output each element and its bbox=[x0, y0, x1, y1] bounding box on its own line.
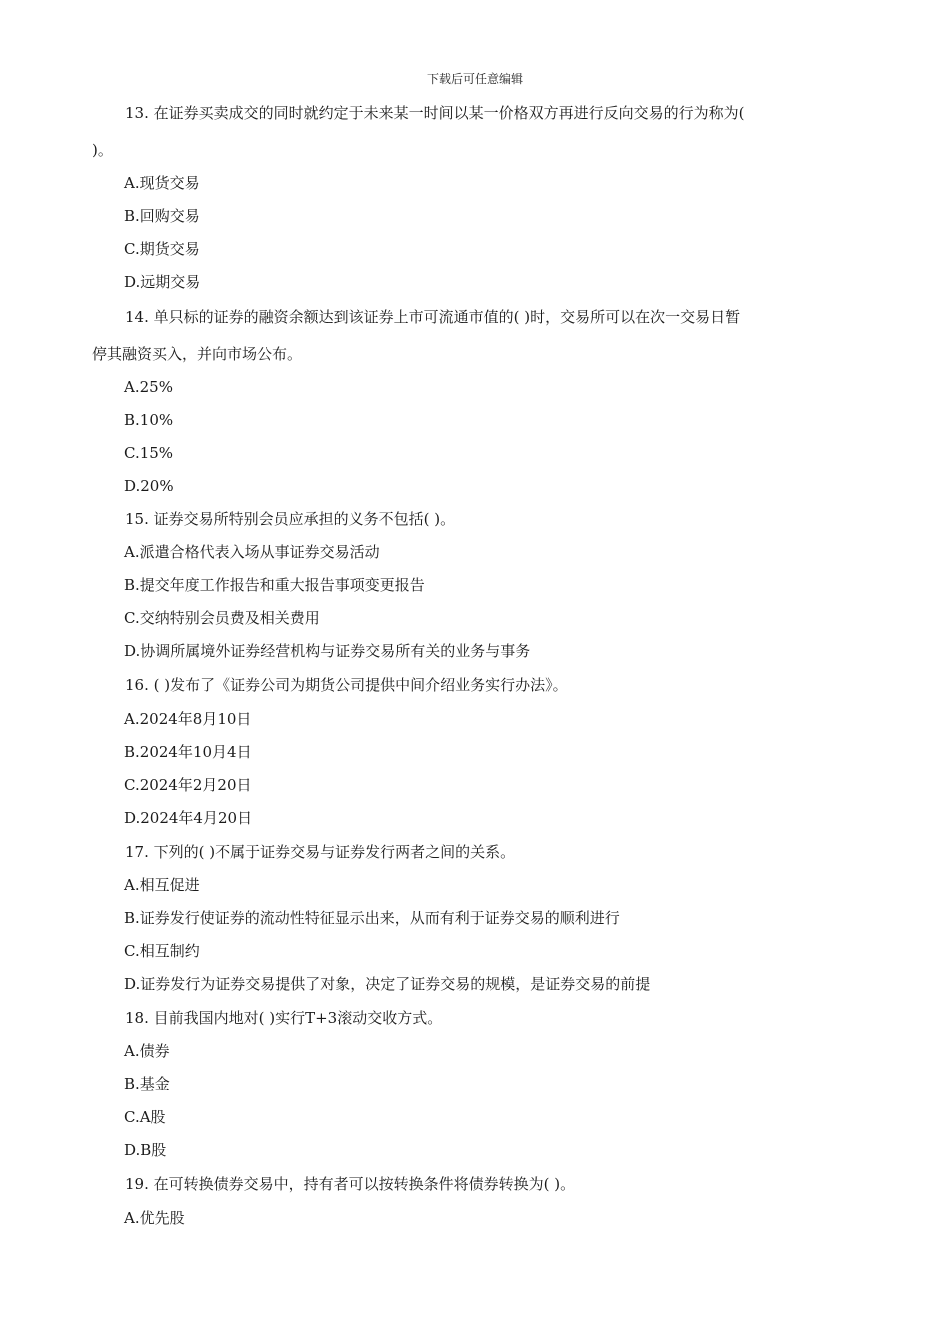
question-17-option-d: D.证券发行为证券交易提供了对象，决定了证券交易的规模，是证券交易的前提 bbox=[124, 975, 651, 993]
question-14-option-d: D.20% bbox=[124, 477, 174, 495]
question-16-option-b: B.2024年10月4日 bbox=[124, 743, 252, 761]
question-17-option-a: A.相互促进 bbox=[124, 876, 200, 894]
question-13-stem-continued: )。 bbox=[92, 141, 113, 159]
question-13-option-d: D.远期交易 bbox=[124, 273, 201, 291]
question-15-option-d: D.协调所属境外证券经营机构与证券交易所有关的业务与事务 bbox=[124, 642, 531, 660]
question-15-option-b: B.提交年度工作报告和重大报告事项变更报告 bbox=[124, 576, 425, 594]
question-17-option-b: B.证券发行使证券的流动性特征显示出来，从而有利于证券交易的顺利进行 bbox=[124, 909, 620, 927]
question-18-stem: 18. 目前我国内地对( )实行T+3滚动交收方式。 bbox=[125, 1009, 443, 1027]
question-14-option-b: B.10% bbox=[124, 411, 174, 429]
question-14-option-a: A.25% bbox=[124, 378, 173, 396]
question-16-option-a: A.2024年8月10日 bbox=[124, 710, 252, 728]
question-18-option-b: B.基金 bbox=[124, 1075, 170, 1093]
page-header: 下载后可任意编辑 bbox=[426, 72, 523, 86]
question-13-option-b: B.回购交易 bbox=[124, 207, 200, 225]
question-15-option-a: A.派遣合格代表入场从事证券交易活动 bbox=[124, 543, 380, 561]
question-16-stem: 16. ( )发布了《证券公司为期货公司提供中间介绍业务实行办法》。 bbox=[125, 676, 568, 694]
question-15-option-c: C.交纳特别会员费及相关费用 bbox=[124, 609, 320, 627]
question-15-stem: 15. 证券交易所特别会员应承担的义务不包括( )。 bbox=[125, 510, 456, 528]
question-19-option-a: A.优先股 bbox=[124, 1209, 185, 1227]
question-18-option-a: A.债券 bbox=[124, 1042, 170, 1060]
question-14-stem-continued: 停其融资买入，并向市场公布。 bbox=[92, 345, 303, 363]
question-13-stem: 13. 在证券买卖成交的同时就约定于未来某一时间以某一价格双方再进行反向交易的行为称为( bbox=[125, 104, 745, 122]
question-13-option-a: A.现货交易 bbox=[124, 174, 200, 192]
question-18-option-d: D.B股 bbox=[124, 1141, 167, 1159]
question-17-option-c: C.相互制约 bbox=[124, 942, 200, 960]
question-16-option-c: C.2024年2月20日 bbox=[124, 776, 252, 794]
question-14-stem: 14. 单只标的证券的融资余额达到该证券上市可流通市值的( )时，交易所可以在次一交易日暂 bbox=[125, 308, 741, 326]
question-16-option-d: D.2024年4月20日 bbox=[124, 809, 253, 827]
question-18-option-c: C.A股 bbox=[124, 1108, 166, 1126]
question-14-option-c: C.15% bbox=[124, 444, 174, 462]
question-19-stem: 19. 在可转换债券交易中，持有者可以按转换条件将债券转换为( )。 bbox=[125, 1175, 576, 1193]
question-13-option-c: C.期货交易 bbox=[124, 240, 200, 258]
question-17-stem: 17. 下列的( )不属于证券交易与证券发行两者之间的关系。 bbox=[125, 843, 516, 861]
